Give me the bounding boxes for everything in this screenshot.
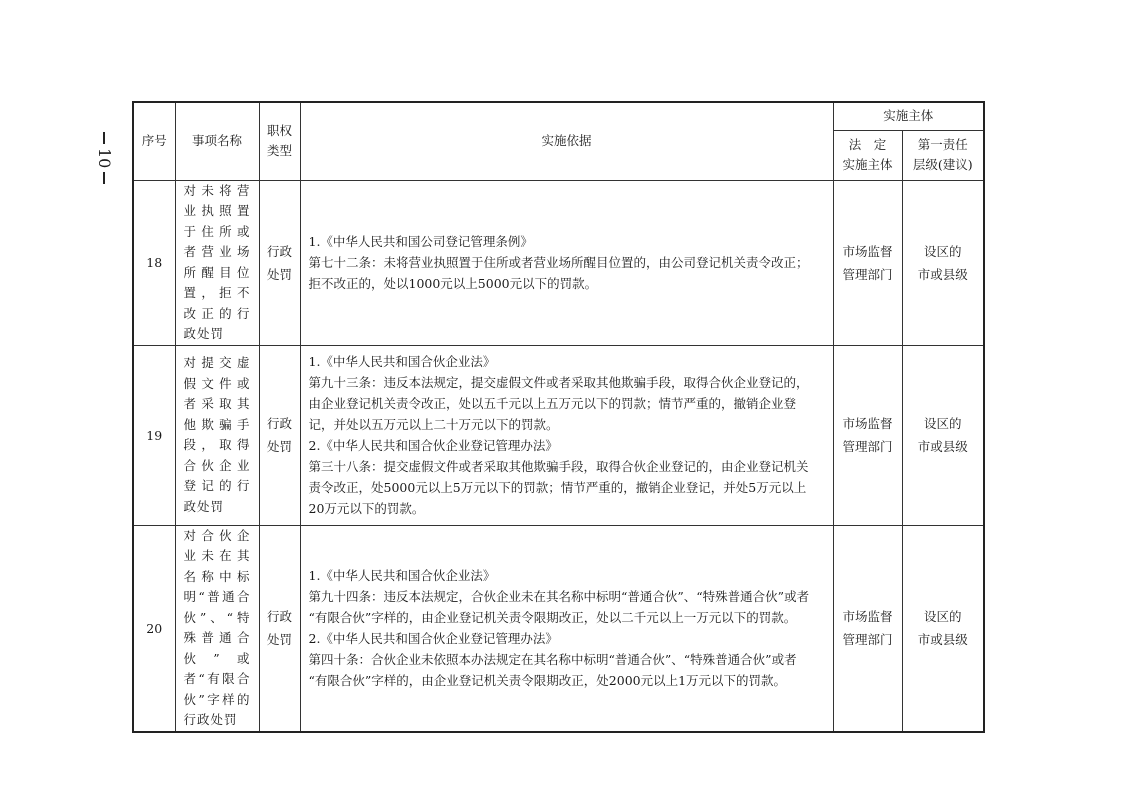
basis-line: 第九十三条：违反本法规定，提交虚假文件或者采取其他欺骗手段，取得合伙企业登记的， xyxy=(308,375,809,390)
header-first-level-line1: 第一责任 xyxy=(917,137,968,152)
enforcement-items-table xyxy=(132,101,985,733)
row-power-type-line2: 处罚 xyxy=(266,632,292,647)
header-item-name: 事项名称 xyxy=(175,102,259,180)
table-row xyxy=(133,180,984,345)
row-basis xyxy=(300,180,833,345)
header-legal-subject-line1: 法 定 xyxy=(848,137,887,152)
basis-line: 第四十条：合伙企业未依照本办法规定在其名称中标明“普通合伙”、“特殊普通合伙”或者 xyxy=(308,652,797,667)
row-power-type-line1: 行政 xyxy=(266,609,292,624)
page-number xyxy=(94,118,114,198)
basis-line: 1.《中华人民共和国合伙企业法》 xyxy=(308,568,496,583)
basis-line: 第七十二条：未将营业执照置于住所或者营业场所醒目位置的，由公司登记机关责令改正； xyxy=(308,255,809,270)
row-first-level xyxy=(902,345,984,525)
basis-line: 1.《中华人民共和国合伙企业法》 xyxy=(308,354,496,369)
row-basis xyxy=(300,525,833,732)
row-legal-subject-line1: 市场监督 xyxy=(842,243,893,259)
header-power-type-line2: 类型 xyxy=(266,143,292,159)
basis-line: 记，并处以五万元以上二十万元以下的罚款。 xyxy=(308,417,559,432)
row-first-level xyxy=(902,180,984,345)
row-legal-subject-line2: 管理部门 xyxy=(842,266,893,282)
basis-line: 由企业登记机关责令改正，处以五千元以上五万元以下的罚款；情节严重的，撤销企业登 xyxy=(308,396,797,411)
row-seq: 19 xyxy=(133,345,175,525)
row-legal-subject xyxy=(833,180,902,345)
row-power-type xyxy=(259,345,300,525)
row-first-level-line2: 市或县级 xyxy=(917,266,968,282)
row-power-type xyxy=(259,180,300,345)
header-power-type xyxy=(259,102,300,180)
header-row-top xyxy=(133,102,984,130)
row-seq: 18 xyxy=(133,180,175,345)
basis-line: 第三十八条：提交虚假文件或者采取其他欺骗手段，取得合伙企业登记的，由企业登记机关 xyxy=(308,459,809,474)
row-item-name: 对合伙企业未在其名称中标明“普通合伙”、“特殊普通合伙”或者“有限合伙”字样的行政处罚 xyxy=(175,525,259,732)
basis-line: 第九十四条：违反本法规定，合伙企业未在其名称中标明“普通合伙”、“特殊普通合伙”或者 xyxy=(308,589,810,604)
row-power-type-line2: 处罚 xyxy=(266,266,292,282)
row-legal-subject-line2: 管理部门 xyxy=(842,632,893,647)
row-item-name: 对未将营业执照置于住所或者营业场所醒目位置，拒不改正的行政处罚 xyxy=(175,180,259,345)
row-legal-subject-line1: 市场监督 xyxy=(842,609,893,624)
header-power-type-line1: 职权 xyxy=(266,123,292,139)
basis-line: 拒不改正的，处以1000元以上5000元以下的罚款。 xyxy=(308,276,598,291)
row-first-level xyxy=(902,525,984,732)
basis-line: 20万元以下的罚款。 xyxy=(308,501,425,516)
row-power-type-line1: 行政 xyxy=(266,416,292,431)
basis-line: 2.《中华人民共和国合伙企业登记管理办法》 xyxy=(308,631,558,646)
header-first-level-line2: 层级(建议) xyxy=(912,157,973,172)
header-basis: 实施依据 xyxy=(300,102,833,180)
page-number-dash-top xyxy=(103,132,105,144)
row-power-type-line1: 行政 xyxy=(266,243,292,259)
row-seq: 20 xyxy=(133,525,175,732)
basis-line: 2.《中华人民共和国合伙企业登记管理办法》 xyxy=(308,438,558,453)
table-row xyxy=(133,345,984,525)
row-basis xyxy=(300,345,833,525)
row-first-level-line1: 设区的 xyxy=(924,243,962,259)
row-first-level-line1: 设区的 xyxy=(924,416,962,431)
basis-line: “有限合伙”字样的，由企业登记机关责令限期改正，处以二千元以上一万元以下的罚款。 xyxy=(308,610,797,625)
row-item-name: 对提交虚假文件或者采取其他欺骗手段，取得合伙企业登记的行政处罚 xyxy=(175,345,259,525)
row-legal-subject-line2: 管理部门 xyxy=(842,439,893,454)
row-first-level-line2: 市或县级 xyxy=(917,439,968,454)
header-seq: 序号 xyxy=(133,102,175,180)
row-legal-subject xyxy=(833,525,902,732)
table-row xyxy=(133,525,984,732)
page-number-dash-bottom xyxy=(103,172,105,184)
header-legal-subject-line2: 实施主体 xyxy=(842,157,893,172)
row-first-level-line1: 设区的 xyxy=(924,609,962,624)
header-first-level xyxy=(902,130,984,180)
basis-line: “有限合伙”字样的，由企业登记机关责令限期改正，处2000元以上1万元以下的罚款。 xyxy=(308,673,787,688)
row-legal-subject xyxy=(833,345,902,525)
row-power-type-line2: 处罚 xyxy=(266,439,292,454)
header-subject-group: 实施主体 xyxy=(833,102,984,130)
header-legal-subject xyxy=(833,130,902,180)
row-power-type xyxy=(259,525,300,732)
row-legal-subject-line1: 市场监督 xyxy=(842,416,893,431)
row-first-level-line2: 市或县级 xyxy=(917,632,968,647)
basis-line: 1.《中华人民共和国公司登记管理条例》 xyxy=(308,234,533,249)
basis-line: 责令改正，处5000元以上5万元以下的罚款；情节严重的，撤销企业登记，并处5万元以上 xyxy=(308,480,807,495)
page-number-text: 10 xyxy=(95,147,114,169)
